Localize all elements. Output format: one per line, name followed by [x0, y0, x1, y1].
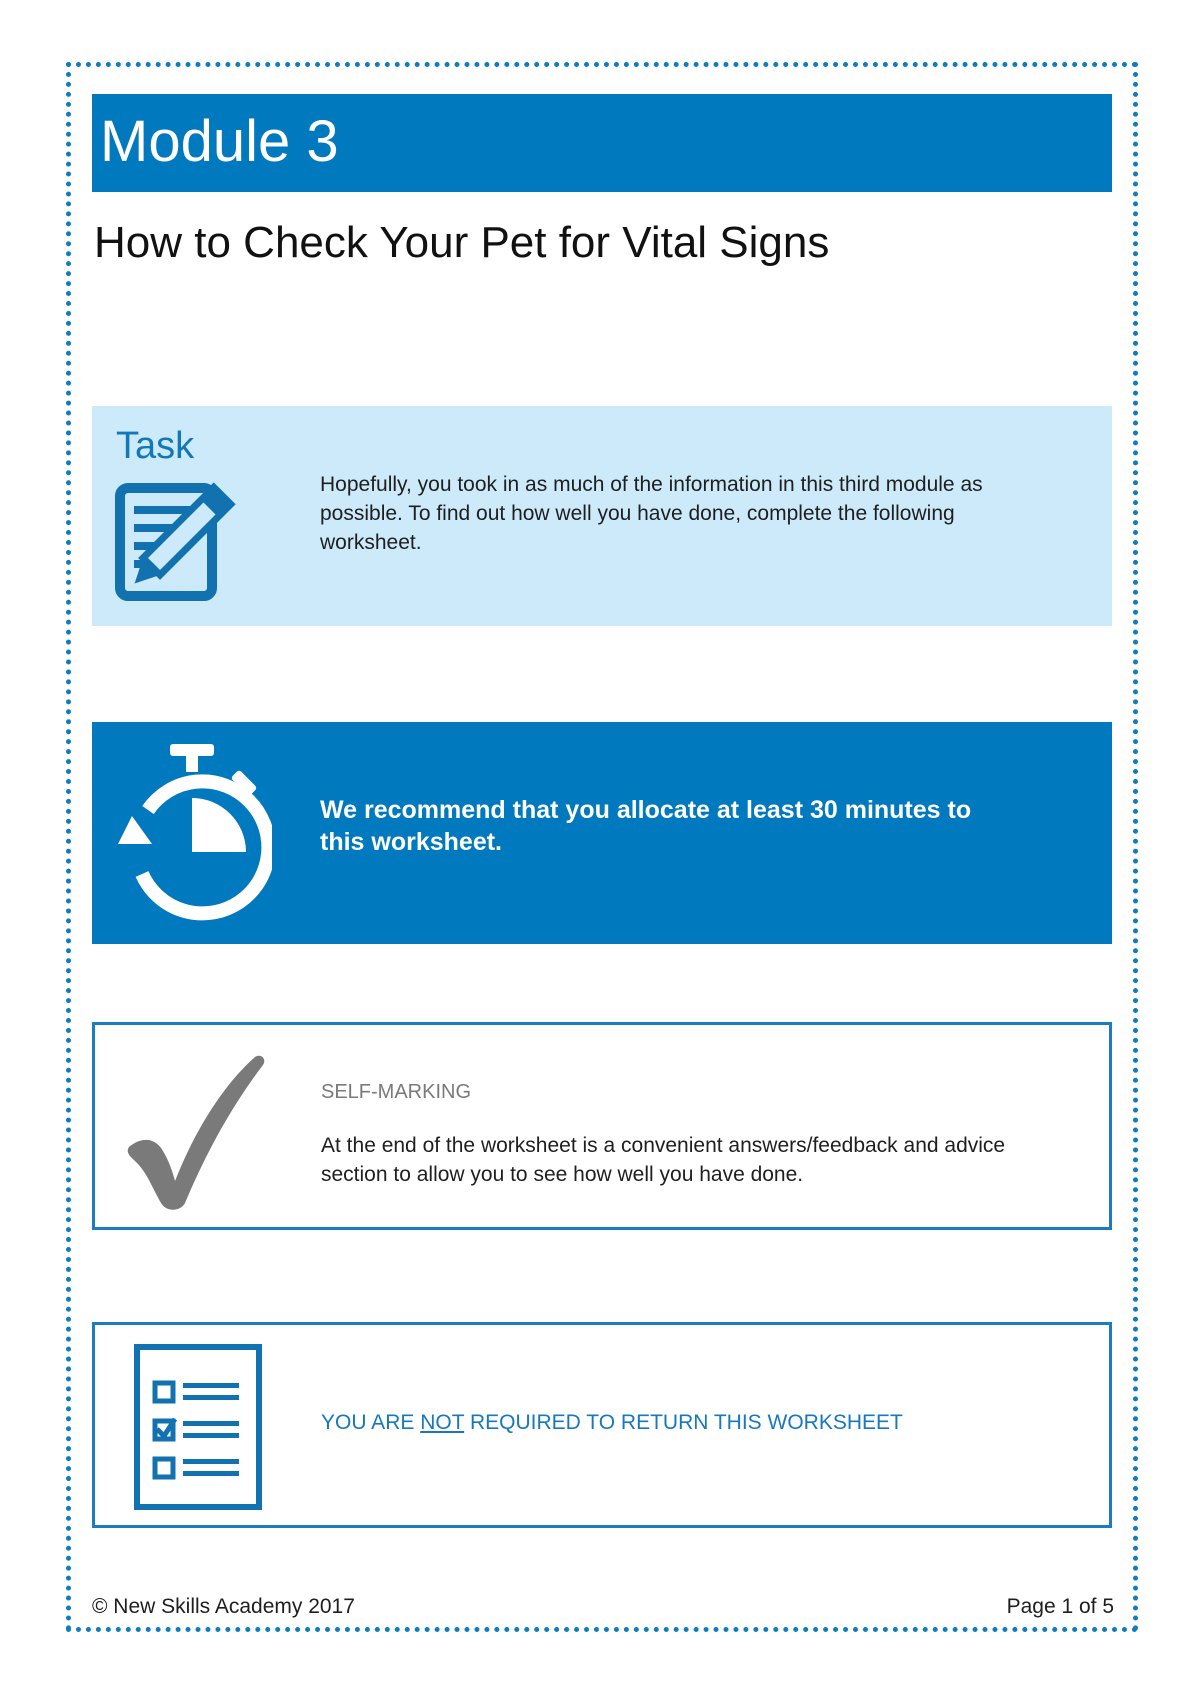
module-banner — [92, 94, 1112, 192]
self-marking-heading: SELF-MARKING — [321, 1081, 472, 1103]
footer-copyright: © New Skills Academy 2017 — [92, 1595, 355, 1618]
stopwatch-icon — [112, 742, 272, 922]
task-panel — [92, 406, 1112, 626]
page-subtitle: How to Check Your Pet for Vital Signs — [94, 218, 830, 267]
self-marking-text: At the end of the worksheet is a convenient answers/feedback and advice section to allow you to see how well you have done. — [321, 1134, 1006, 1186]
return-notice-prefix: YOU ARE — [321, 1411, 421, 1434]
return-notice-suffix: REQUIRED TO RETURN THIS WORKSHEET — [464, 1411, 903, 1434]
return-notice-text — [321, 1409, 903, 1437]
module-title: Module 3 — [100, 109, 339, 174]
return-notice-emphasis: NOT — [420, 1411, 465, 1434]
self-marking-panel — [92, 1022, 1112, 1230]
task-description: Hopefully, you took in as much of the information in this third module as possible. To find out how well you have done, complete the following worksheet. — [320, 473, 983, 554]
checklist-icon — [133, 1343, 263, 1511]
page-number: Page 1 of 5 — [1006, 1595, 1114, 1618]
worksheet-pencil-icon — [114, 482, 264, 602]
return-notice-panel — [92, 1322, 1112, 1528]
time-recommendation-panel — [92, 722, 1112, 944]
time-recommendation-text: We recommend that you allocate at least 30 minutes to this worksheet. — [320, 796, 972, 856]
task-heading: Task — [116, 425, 195, 467]
checkmark-icon — [119, 1051, 269, 1211]
